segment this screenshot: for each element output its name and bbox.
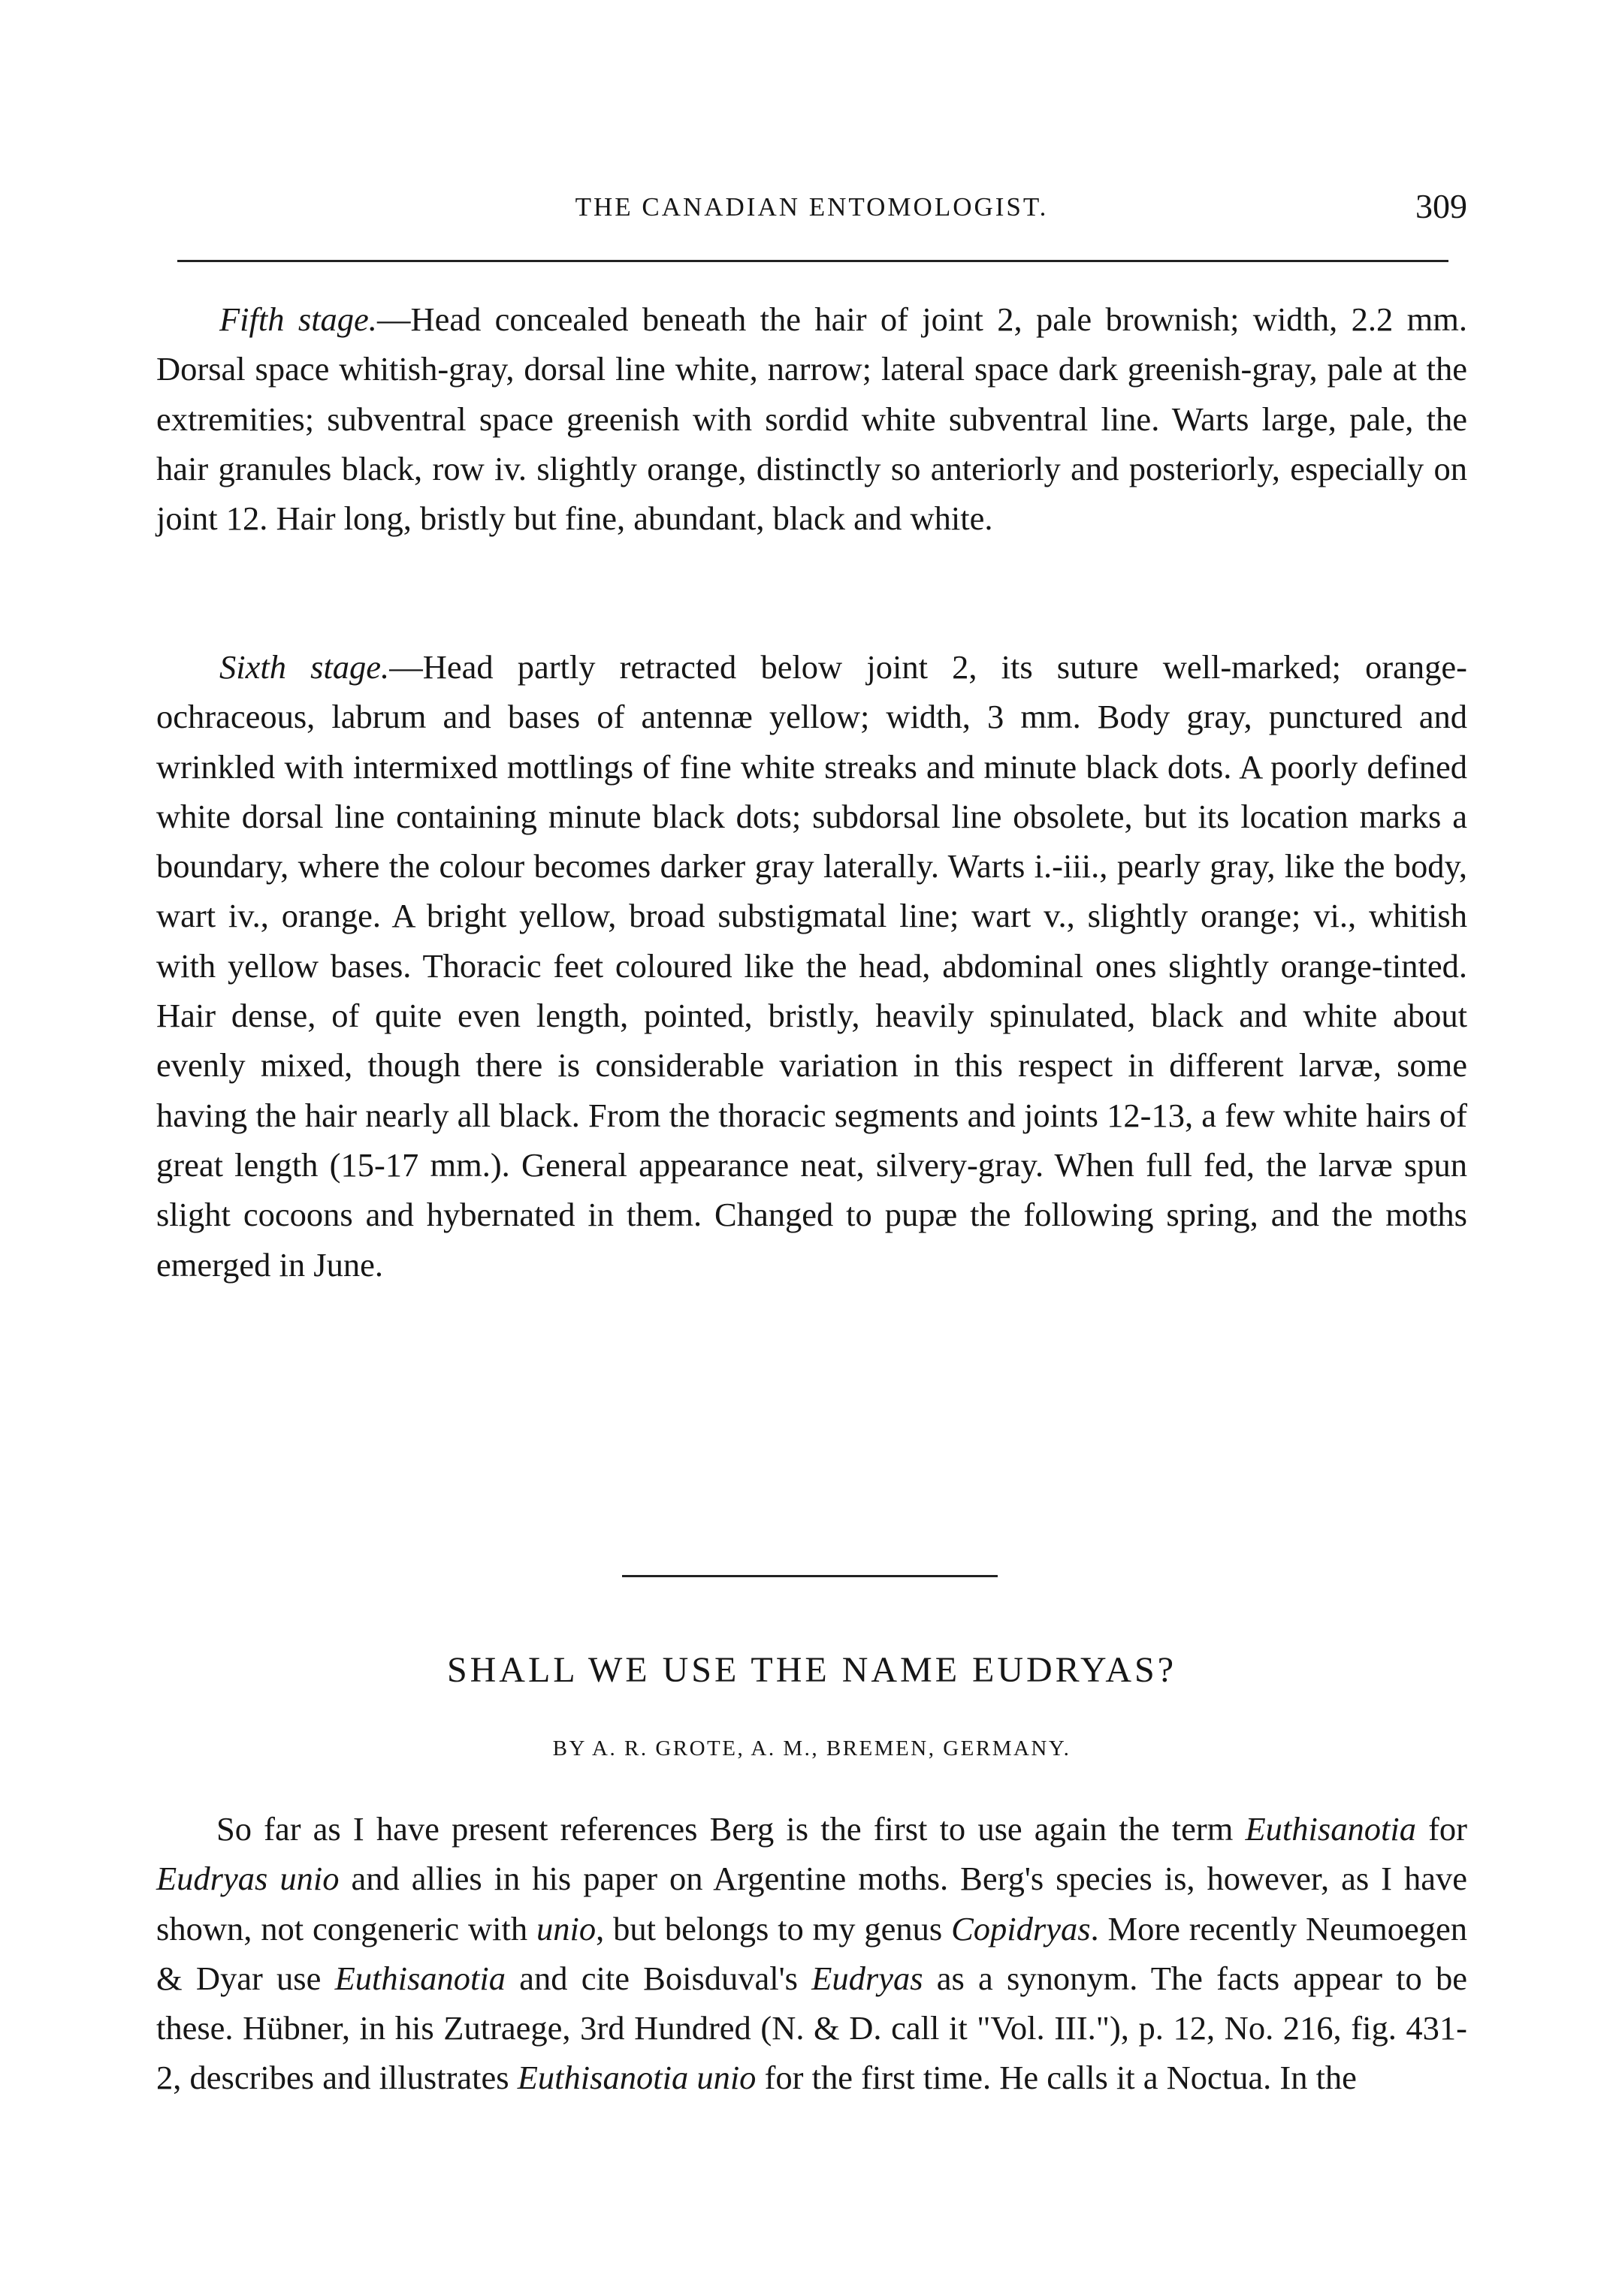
text-run: and allies in his paper on Argentine moths. Berg's species is, however, as I have shown, not congeneric with — [156, 1860, 1468, 1948]
running-head — [156, 186, 1467, 231]
paragraph-fifth-stage — [156, 294, 1467, 543]
text-run: So far as I have present references Berg is the first to use again the term — [216, 1810, 1246, 1848]
taxon-name: Copidryas — [951, 1909, 1091, 1948]
paragraph-text: —Head concealed beneath the hair of joint 2, pale brownish; width, 2.2 mm. Dorsal space whitish-gray, dorsal line white, narrow; lateral space dark greenish-gray, pale at the extremities; subventral space greenish with sordid white subventral line. Warts large, pale, the hair granules black, row iv. slightly orange, distinctly so anteriorly and posteriorly, especially on joint 12. Hair long, bristly but fine, abundant, black and white. — [156, 300, 1467, 538]
section-divider — [622, 1575, 998, 1577]
text-run: for the first time. He calls it a Noctua. In the — [756, 2059, 1357, 2097]
taxon-name: Eudryas unio — [156, 1860, 340, 1898]
text-run: for — [1415, 1810, 1467, 1848]
stage-label: Fifth stage. — [219, 300, 377, 338]
text-run: , but belongs to my genus — [596, 1909, 952, 1948]
stage-label: Sixth stage. — [219, 648, 390, 686]
text-run: . More recently Neumoegen & Dyar use — [156, 1909, 1467, 1997]
taxon-name: Euthisanotia — [334, 1959, 506, 1997]
paragraph-article-intro — [156, 1804, 1467, 2103]
article-byline: BY A. R. GROTE, A. M., BREMEN, GERMANY. — [552, 1736, 1071, 1760]
document-page — [156, 0, 1467, 2296]
page-number: 309 — [1415, 187, 1467, 225]
taxon-name: unio — [536, 1909, 597, 1948]
taxon-name: Eudryas — [811, 1959, 923, 1997]
paragraph-sixth-stage — [156, 642, 1467, 1290]
text-run: as a synonym. The facts appear to be these. Hübner, in his Zutraege, 3rd Hundred (N. & D. call it "Vol. III."), p. 12, No. 216, fig. 431-2, describes and illustrates — [156, 1959, 1468, 2097]
taxon-name: Euthisanotia unio — [517, 2059, 757, 2097]
text-run: and cite Boisduval's — [506, 1959, 812, 1997]
paragraph-text: —Head partly retracted below joint 2, its suture well-marked; orange-ochraceous, labrum and bases of antennæ yellow; width, 3 mm. Body gray, punctured and wrinkled with intermixed mottlings of fine white streaks and minute black dots. A poorly defined white dorsal line containing minute black dots; subdorsal line obsolete, but its location marks a boundary, where the colour becomes darker gray laterally. Warts i.-iii., pearly gray, like the body, wart iv., orange. A bright yellow, broad substigmatal line; wart v., slightly orange; vi., whitish with yellow bases. Thoracic feet coloured like the head, abdominal ones slightly orange-tinted. Hair dense, of quite even length, pointed, bristly, heavily spinulated, black and white about evenly mixed, though there is considerable variation in this respect in different larvæ, some having the hair nearly all black. From the thoracic segments and joints 12-13, a few white hairs of great length (15-17 mm.). General appearance neat, silvery-gray. When full fed, the larvæ spun slight cocoons and hybernated in them. Changed to pupæ the following spring, and the moths emerged in June. — [156, 648, 1467, 1284]
taxon-name: Euthisanotia — [1245, 1810, 1416, 1848]
running-title: THE CANADIAN ENTOMOLOGIST. — [575, 192, 1049, 222]
article-title: SHALL WE USE THE NAME EUDRYAS? — [446, 1650, 1177, 1690]
header-rule — [177, 260, 1448, 262]
